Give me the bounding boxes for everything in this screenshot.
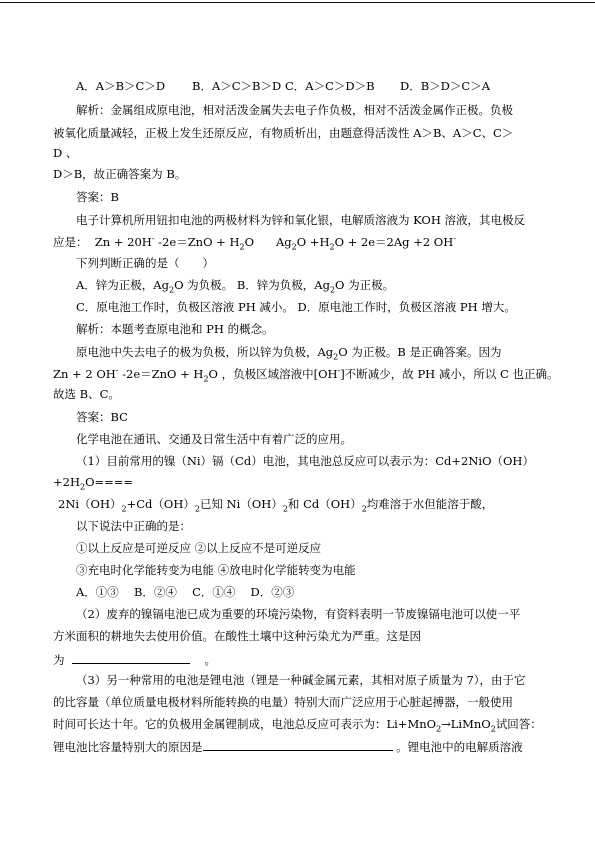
option-b: B．A＞C＞B＞D bbox=[192, 79, 282, 93]
option-a: A．A＞B＞C＞D bbox=[76, 79, 166, 93]
q3-p1-options: A．①③ B．②④ C．①④ D．②③ bbox=[76, 585, 295, 599]
q2-stem1: 电子计算机所用钮扣电池的两极材料为锌和氧化银，电解质溶液为 KOH 溶液，其电极反 bbox=[76, 213, 526, 227]
q3-p1-line2: $+2H_2O====$ bbox=[53, 475, 134, 492]
analysis1-line4: D＞B，故正确答案为 B。 bbox=[53, 167, 187, 181]
q3-p3-line2: 的比容量（单位质量电极材料所能转换的电量）特别大而广泛应用于心脏起搏器，一般使用 bbox=[53, 695, 513, 709]
analysis2-line2: 原电池中失去电子的极为负极，所以锌为负极，$Ag_2O$ 为正极。B 是正确答案。因为 bbox=[76, 345, 502, 362]
analysis2-line1: 解析：本题考查原电池和 PH 的概念。 bbox=[76, 322, 274, 336]
analysis2-line4: 故选 B、C。 bbox=[53, 387, 120, 401]
q3-p2-line2: 方米面积的耕地失去使用价值。在酸性土壤中这种污染尤为严重。这是因 bbox=[53, 629, 421, 643]
q3-p1-line5: ①以上反应是可逆反应 ②以上反应不是可逆反应 bbox=[76, 541, 322, 555]
q2-stem3: 下列判断正确的是（ ） bbox=[76, 256, 214, 270]
q3-p3-line4: 锂电池比容量特别大的原因是 。锂电池中的电解质溶液 bbox=[53, 740, 523, 754]
q2-options-cd: C．原电池工作时，负极区溶液 PH 减小。 D．原电池工作时，负极区溶液 PH 增大。 bbox=[76, 300, 516, 314]
analysis1-line3: D 、 bbox=[53, 146, 78, 160]
q3-p2-line3: 为 。 bbox=[53, 653, 216, 667]
q3-p3-line1: （3）另一种常用的电池是锂电池（锂是一种碱金属元素，其相对原子质量为 7），由于它 bbox=[76, 673, 526, 687]
answer-blank-1[interactable] bbox=[72, 652, 190, 664]
analysis1-line1: 解析：金属组成原电池，相对活泼金属失去电子作负极，相对不活泼金属作正极。负极 bbox=[76, 103, 513, 117]
answer2: 答案：BC bbox=[76, 410, 128, 424]
answer1: 答案：B bbox=[76, 190, 119, 204]
q2-electrode-reactions: 应是： Zn + 20H- $-2e=ZnO + H_2O$ $Ag_2O +H_2O + 2e=2Ag +2$ OH- bbox=[53, 234, 456, 252]
q2-stem2-lead: 应是： bbox=[53, 235, 88, 249]
header-rule bbox=[0, 2, 595, 3]
q3-p1-line4: 以下说法中正确的是： bbox=[76, 519, 191, 533]
q3-p1-line6: ③充电时化学能转变为电能 ④放电时化学能转变为电能 bbox=[76, 563, 356, 577]
analysis1-line2: 被氧化质量减轻，正极上发生还原反应，有物质析出，由题意得活泼性 A＞B、A＞C、C＞ bbox=[53, 126, 514, 140]
analysis2-line3: Zn + 2 OH- $-2e=ZnO + H_2O$ ，负极区域溶液中[OH-]不断减少，故 PH 减小，所以 C 也正确。 bbox=[53, 366, 559, 384]
option-c: C．A＞C＞D＞B bbox=[285, 79, 375, 93]
q2-options-ab: A．锌为正极，$Ag_2O$ 为负极。 B．锌为负极，$Ag_2O$ 为正极。 bbox=[76, 278, 395, 295]
q3-p3-line3: 时间可长达十年。它的负极用金属锂制成，电池总反应可表示为：Li+MnO$_2$→LiMnO$_2$试回答： bbox=[53, 717, 542, 734]
answer-blank-2[interactable] bbox=[203, 739, 393, 751]
q3-p2-line1: （2）废弃的镍镉电池已成为重要的环境污染物，有资料表明一节废镍镉电池可以使一平 bbox=[76, 607, 521, 621]
q3-intro: 化学电池在通讯、交通及日常生活中有着广泛的应用。 bbox=[76, 432, 352, 446]
q3-p1-line3: $2Ni(OH)_2+Cd(OH)_2$已知 $Ni(OH)_2$和 $Cd(OH)_2$均难溶于水但能溶于酸， bbox=[58, 497, 494, 514]
option-d: D．B＞D＞C＞A bbox=[400, 79, 490, 93]
q3-p1-line1: （1）目前常用的镍（Ni）镉（Cd）电池，其电池总反应可以表示为：Cd+2NiO（OH） bbox=[76, 454, 534, 468]
